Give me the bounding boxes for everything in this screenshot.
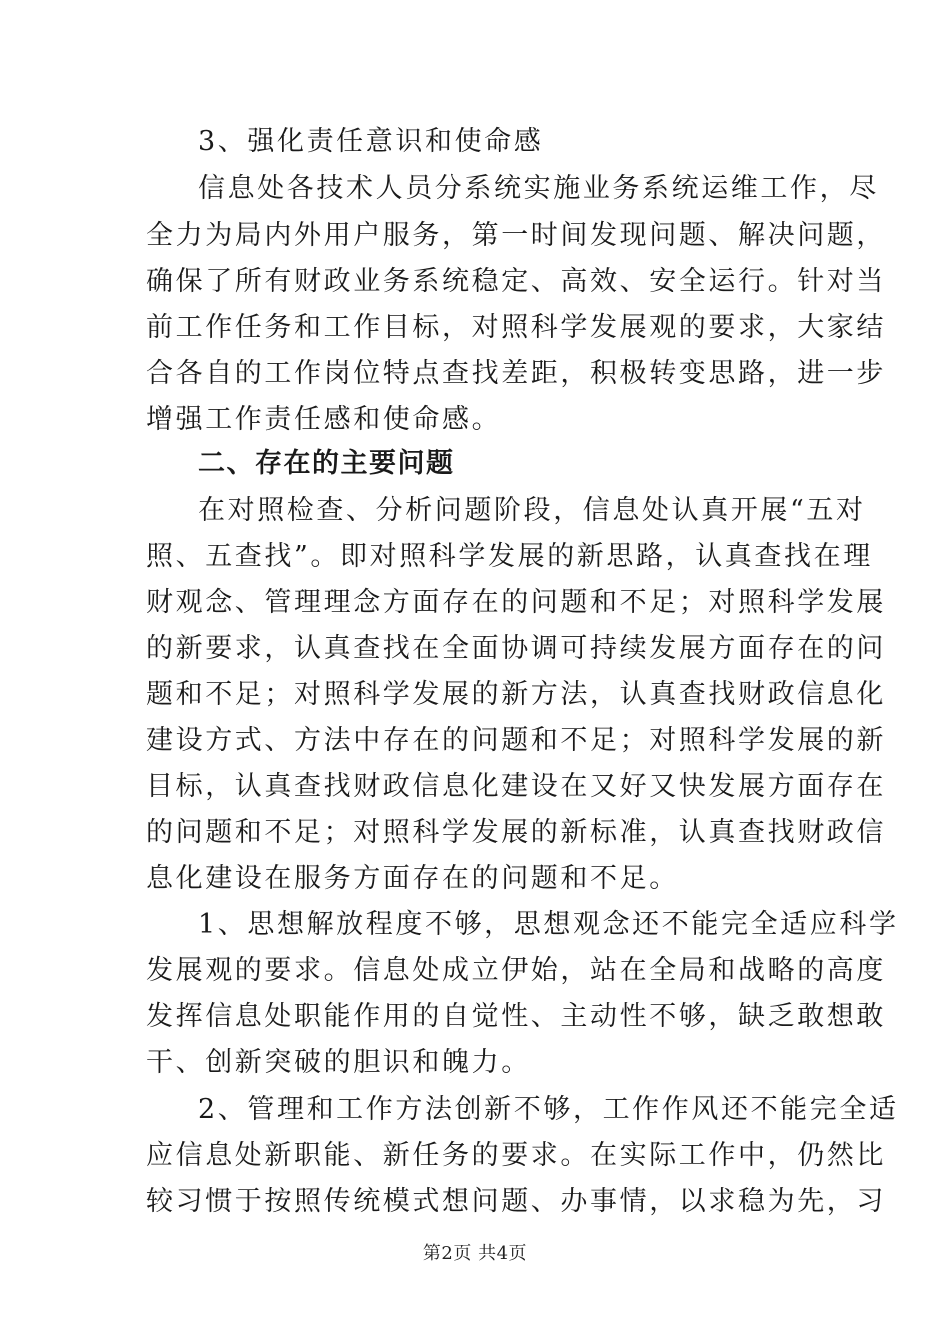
paragraph-line: 2、管理和工作方法创新不够，工作作风还不能完全适	[198, 1094, 899, 1125]
paragraph-line: 财观念、管理理念方面存在的问题和不足；对照科学发展	[146, 587, 886, 618]
paragraph-line: 全力为局内外用户服务，第一时间发现问题、解决问题，	[146, 220, 886, 251]
paragraph-line: 信息处各技术人员分系统实施业务系统运维工作，尽	[198, 173, 879, 204]
paragraph-line: 目标，认真查找财政信息化建设在又好又快发展方面存在	[146, 771, 886, 802]
paragraph-line: 1、思想解放程度不够，思想观念还不能完全适应科学	[198, 909, 899, 940]
page-number-footer: 第2页 共4页	[422, 1243, 528, 1264]
paragraph-line: 照、五查找”。即对照科学发展的新思路，认真查找在理	[146, 541, 873, 572]
paragraph-line: 题和不足；对照科学发展的新方法，认真查找财政信息化	[146, 679, 886, 710]
paragraph-line: 干、创新突破的胆识和魄力。	[146, 1047, 531, 1078]
paragraph-line: 合各自的工作岗位特点查找差距，积极转变思路，进一步	[146, 358, 886, 389]
paragraph-line: 的问题和不足；对照科学发展的新标准，认真查找财政信	[146, 817, 886, 848]
paragraph-line: 确保了所有财政业务系统稳定、高效、安全运行。针对当	[146, 266, 886, 297]
paragraph-line: 前工作任务和工作目标，对照科学发展观的要求，大家结	[146, 312, 886, 343]
paragraph-line: 息化建设在服务方面存在的问题和不足。	[146, 863, 679, 894]
paragraph-line: 在对照检查、分析问题阶段，信息处认真开展“五对	[198, 495, 866, 526]
paragraph-line: 发展观的要求。信息处成立伊始，站在全局和战略的高度	[146, 955, 886, 986]
section-heading: 二、存在的主要问题	[198, 448, 455, 479]
paragraph-line: 的新要求，认真查找在全面协调可持续发展方面存在的问	[146, 633, 886, 664]
paragraph-line: 建设方式、方法中存在的问题和不足；对照科学发展的新	[146, 725, 886, 756]
paragraph-line: 较习惯于按照传统模式想问题、办事情，以求稳为先，习	[146, 1186, 886, 1217]
paragraph-line: 应信息处新职能、新任务的要求。在实际工作中，仍然比	[146, 1140, 886, 1171]
subsection-heading-3: 3、强化责任意识和使命感	[198, 126, 544, 157]
paragraph-line: 发挥信息处职能作用的自觉性、主动性不够，缺乏敢想敢	[146, 1001, 886, 1032]
paragraph-line: 增强工作责任感和使命感。	[146, 404, 502, 435]
